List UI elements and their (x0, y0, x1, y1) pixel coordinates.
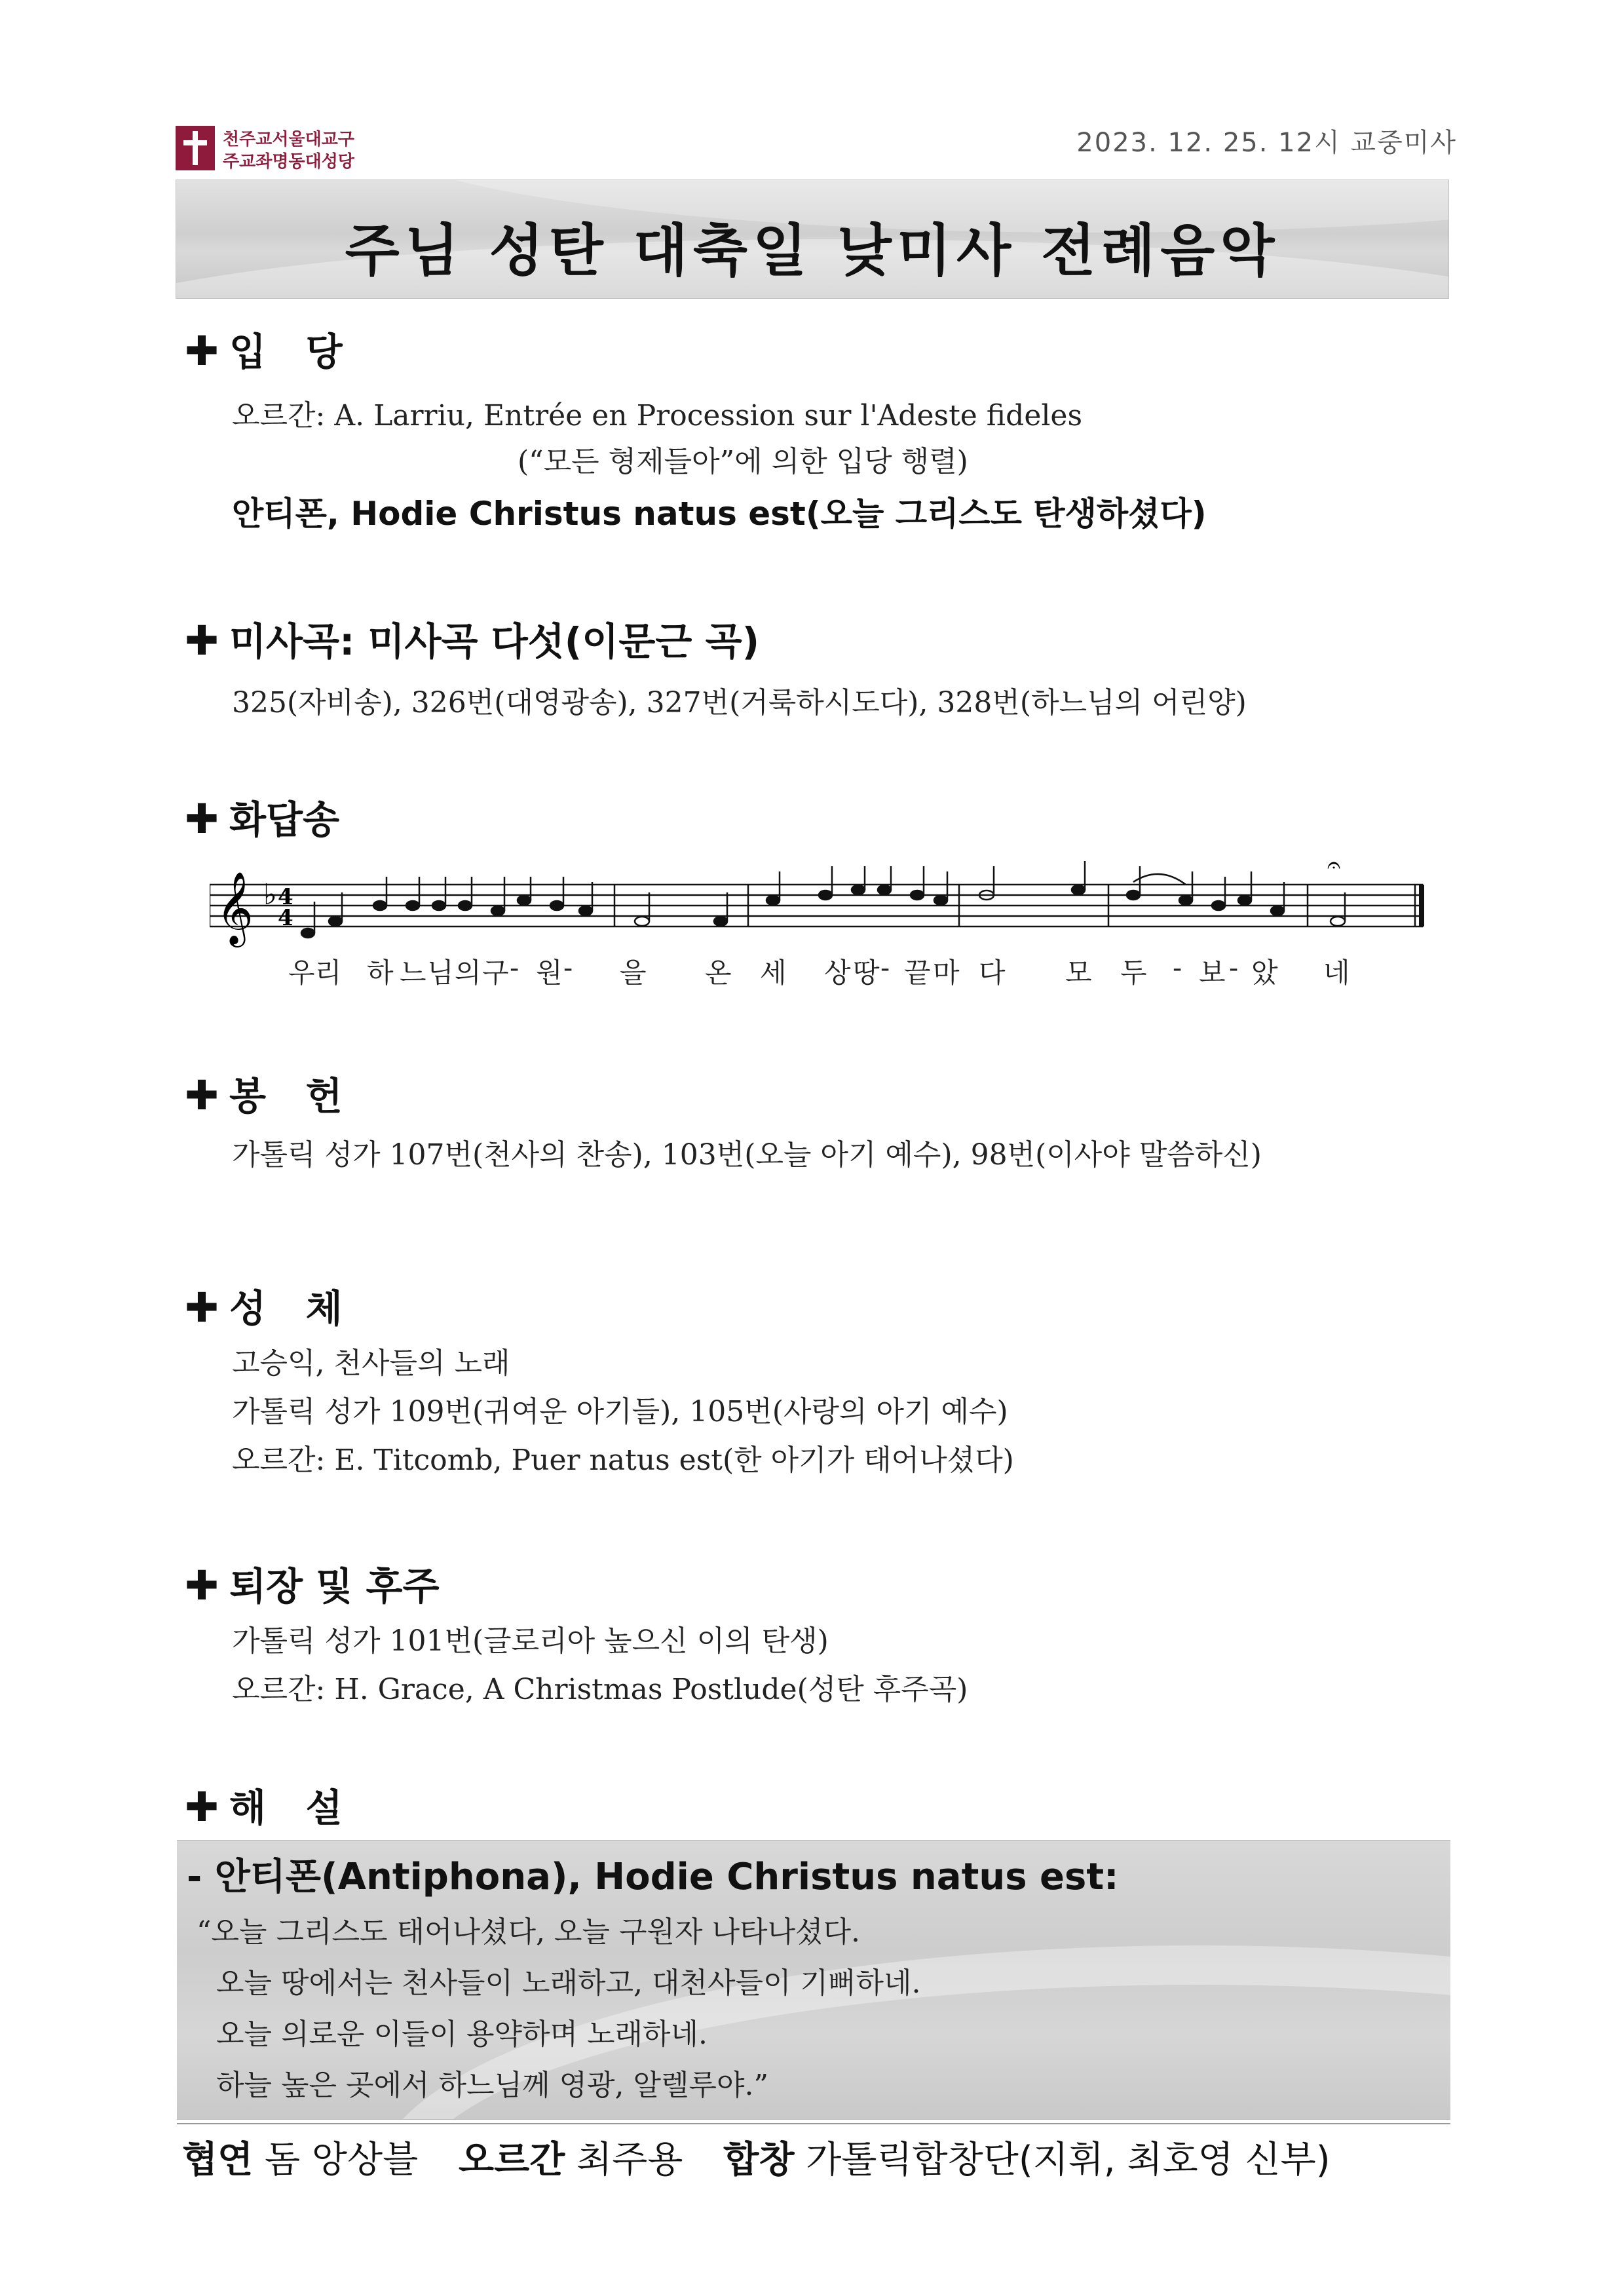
performers-footer (182, 2131, 1331, 2183)
lyric: 네 (1323, 957, 1350, 989)
recessional-line2: 오르간: H. Grace, A Christmas Postlude(성탄 후주곡) (232, 1673, 968, 1706)
entrance-line1: 오르간: A. Larriu, Entrée en Procession sur l'Adeste fideles (232, 399, 1083, 432)
plus-icon: ✚ (185, 617, 219, 664)
plus-icon: ✚ (185, 1284, 219, 1331)
plus-icon: ✚ (185, 1783, 219, 1831)
page-title: 주님 성탄 대축일 낮미사 전례음악 (345, 218, 1280, 284)
lyric: 땅 (853, 957, 880, 989)
commentary-quote-3: 오늘 의로운 이들이 용약하며 노래하네. (216, 2018, 708, 2051)
lyric: 두 (1120, 957, 1147, 989)
lyric: 온 (705, 957, 732, 989)
section-heading-commentary: ✚ 해 설 (185, 1783, 343, 1831)
communion-line1: 고승익, 천사들의 노래 (232, 1347, 510, 1380)
section-heading-psalm: ✚ 화답송 (185, 795, 340, 843)
lyric: - (880, 951, 890, 984)
section-heading-mass: ✚ 미사곡: 미사곡 다섯(이문근 곡) (185, 617, 760, 664)
section-heading-recessional: ✚ 퇴장 및 후주 (185, 1561, 440, 1609)
section-heading-offertory: ✚ 봉 헌 (185, 1071, 343, 1119)
footer-value-organ: 최주용 (576, 2139, 683, 2181)
communion-line2: 가톨릭 성가 109번(귀여운 아기들), 105번(사랑의 아기 예수) (232, 1395, 1008, 1428)
offertory-line1: 가톨릭 성가 107번(천사의 찬송), 103번(오늘 아기 예수), 98번(이사야 말씀하신) (232, 1138, 1262, 1172)
commentary-quote-1: “오늘 그리스도 태어나셨다, 오늘 구원자 나타나셨다. (197, 1915, 860, 1949)
lyric: 을 (620, 957, 647, 989)
cathedral-logo-icon (176, 126, 215, 170)
lyric: 하 (367, 957, 394, 989)
footer-value-choir: 가톨릭합창단(지휘, 최호영 신부) (806, 2139, 1331, 2181)
svg-text:4: 4 (278, 884, 293, 910)
lyric: 았 (1251, 957, 1278, 989)
logo-line2: 주교좌명동대성당 (223, 152, 354, 172)
title-banner (176, 180, 1449, 299)
plus-icon: ✚ (185, 795, 219, 843)
lyric: 보 (1199, 957, 1226, 989)
lyric: 상 (824, 957, 851, 989)
lyric: 끝 (904, 957, 931, 989)
lyric: 구 (482, 957, 509, 989)
logo-line1: 천주교서울대교구 (223, 130, 354, 149)
psalm-lyrics (288, 951, 1402, 991)
commentary-title: - 안티폰(Antiphona), Hodie Christus natus est: (187, 1856, 1119, 1898)
plus-icon: ✚ (185, 327, 219, 375)
commentary-quote-2: 오늘 땅에서는 천사들이 노래하고, 대천사들이 기뻐하네. (216, 1966, 921, 2000)
section-heading-communion: ✚ 성 체 (185, 1284, 343, 1331)
communion-line3: 오르간: E. Titcomb, Puer natus est(한 아기가 태어나셨다) (232, 1444, 1014, 1477)
lyric: - (510, 951, 519, 984)
lyric: 모 (1065, 957, 1092, 989)
footer-label-ensemble: 협연 (182, 2139, 254, 2181)
cathedral-logo (176, 126, 372, 173)
lyric: 다 (979, 957, 1006, 989)
plus-icon: ✚ (185, 1561, 219, 1609)
lyric: 님 (427, 957, 454, 989)
lyric: - (1229, 951, 1239, 984)
recessional-line1: 가톨릭 성가 101번(글로리아 높으신 이의 탄생) (232, 1624, 829, 1658)
lyric: 세 (760, 957, 787, 989)
footer-label-organ: 오르간 (459, 2139, 565, 2181)
svg-text:4: 4 (278, 905, 293, 931)
entrance-line3: 안티폰, Hodie Christus natus est(오늘 그리스도 탄생하셨다) (232, 495, 1207, 533)
lyric: - (563, 951, 573, 984)
mass-line1: 325(자비송), 326번(대영광송), 327번(거룩하시도다), 328번(하느님의 어린양) (232, 686, 1247, 719)
mass-date: 2023. 12. 25. 12시 교중미사 (1076, 128, 1457, 158)
treble-clef-icon: 𝄞 (216, 871, 254, 944)
lyric: 원 (536, 957, 563, 989)
plus-icon: ✚ (185, 1071, 219, 1119)
lyric: 우리 (288, 957, 342, 989)
footer-value-ensemble: 돔 앙상블 (265, 2139, 419, 2181)
fermata-icon: 𝄐 (1327, 858, 1341, 879)
lyric: 느 (400, 957, 426, 989)
footer-divider (177, 2123, 1450, 2124)
lyric: 의 (455, 957, 482, 989)
lyric: - (1173, 951, 1182, 984)
entrance-line2: (“모든 형제들아”에 의한 입당 행렬) (518, 445, 968, 478)
footer-label-choir: 합창 (723, 2139, 795, 2181)
section-heading-entrance: ✚ 입 당 (185, 327, 343, 375)
lyric: 마 (933, 957, 960, 989)
commentary-quote-4: 하늘 높은 곳에서 하느님께 영광, 알렐루야.” (216, 2069, 768, 2102)
flat-icon: ♭ (263, 878, 277, 911)
